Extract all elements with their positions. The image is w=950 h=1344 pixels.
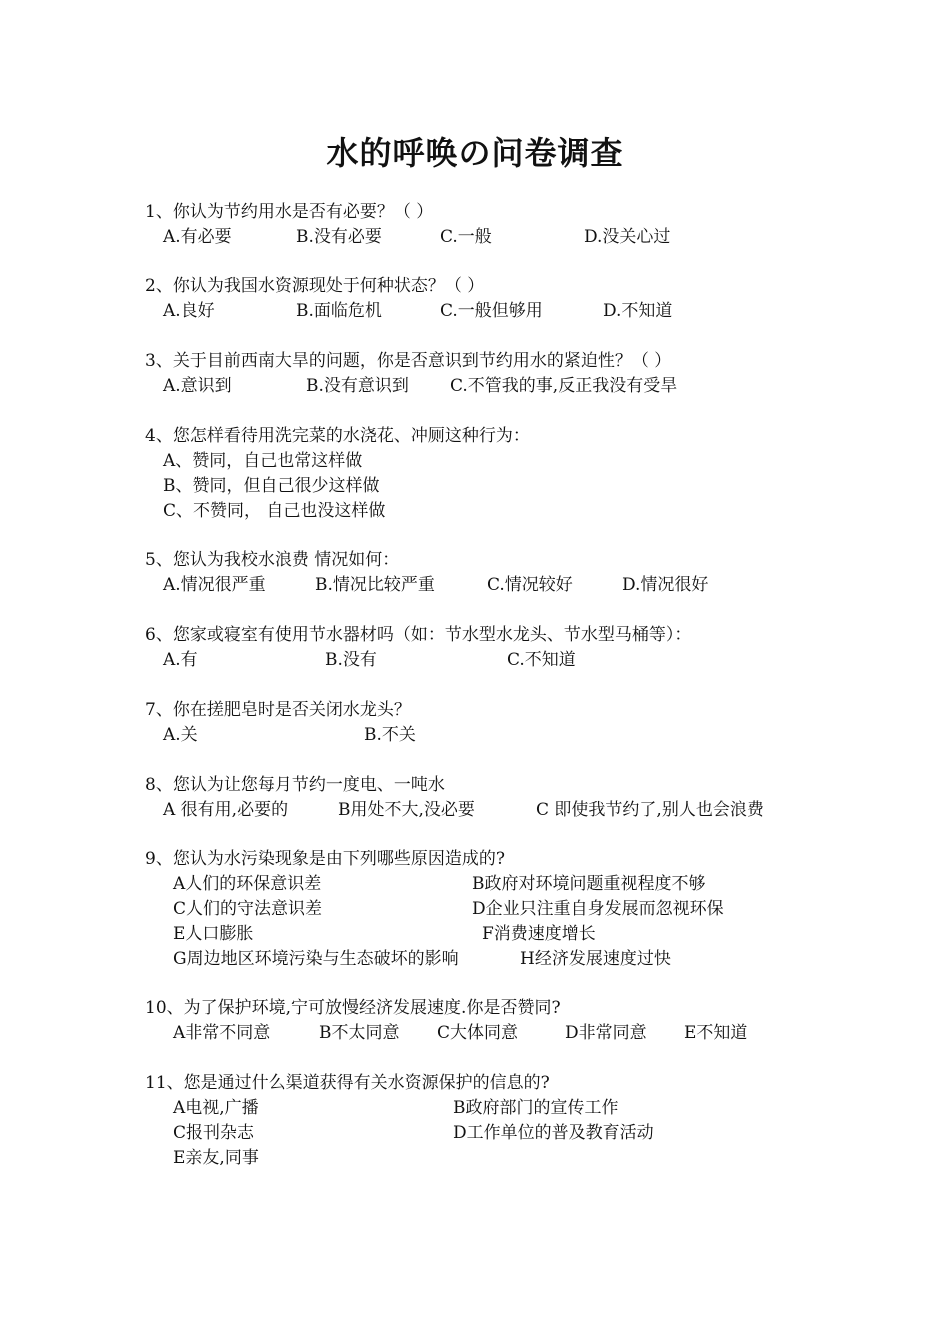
question-text: 5、您认为我校水浪费 情况如何： [145,550,400,570]
option-c: C.一般但够用 [440,301,543,321]
question-text: 6、您家或寝室有使用节水器材吗（如：节水型水龙头、节水型马桶等）： [145,625,692,645]
option-d: D工作单位的普及教育活动 [453,1123,654,1143]
options-row [145,922,596,947]
option-b: B不太同意 [319,1023,400,1043]
options-row [145,474,530,499]
option-h: H经济发展速度过快 [520,949,671,969]
option-b: B.不关 [364,725,416,745]
option-c: C报刊杂志 [173,1123,255,1143]
option-a: A 很有用,必要的 [163,800,289,820]
question-text: 2、你认为我国水资源现处于何种状态？（ ） [145,276,485,296]
options-row [145,374,678,399]
option-d: D.不知道 [603,301,673,321]
question-1 [145,200,671,250]
options-row [145,1121,654,1146]
option-d: D.没关心过 [584,227,671,247]
question-2 [145,274,673,324]
question-8 [145,773,764,823]
option-c: C.一般 [440,227,492,247]
question-text: 11、您是通过什么渠道获得有关水资源保护的信息的? [145,1073,550,1093]
options-row [145,1096,619,1121]
option-a: A.良好 [163,301,215,321]
option-a: A人们的环保意识差 [173,874,322,894]
option-b: B.没有 [325,650,377,670]
option-a: A、赞同，自己也常这样做 [163,451,363,471]
question-text: 10、为了保护环境,宁可放慢经济发展速度.你是否赞同? [145,998,561,1018]
options-row [145,798,764,823]
question-11 [145,1071,654,1171]
question-text: 1、你认为节约用水是否有必要？（ ） [145,202,434,222]
option-b: B.没有意识到 [306,376,409,396]
option-a: A非常不同意 [173,1023,271,1043]
page-title: 水的呼唤の问卷调查 [326,134,624,172]
option-b: B政府部门的宣传工作 [453,1098,619,1118]
option-e: E亲友,同事 [173,1148,259,1168]
option-c: C 即使我节约了,别人也会浪费 [536,800,764,820]
option-c: C.情况较好 [487,575,573,595]
question-9 [145,847,724,972]
option-b: B.情况比较严重 [315,575,435,595]
option-c: C.不管我的事,反正我没有受旱 [450,376,678,396]
option-a: A.意识到 [163,376,232,396]
option-a: A.有必要 [163,227,232,247]
option-a: A.关 [163,725,198,745]
question-text: 9、您认为水污染现象是由下列哪些原因造成的? [145,849,505,869]
options-row [145,573,709,598]
option-c: C.不知道 [507,650,576,670]
option-c: C大体同意 [437,1023,519,1043]
options-row [145,449,530,474]
options-row [145,499,530,524]
option-a: A.有 [163,650,198,670]
options-row [145,1146,550,1171]
option-f: F消费速度增长 [482,924,596,944]
options-row [145,1021,748,1046]
options-row [145,648,691,673]
options-row [145,299,673,324]
option-b: B.面临危机 [296,301,382,321]
question-text: 3、关于目前西南大旱的问题，你是否意识到节约用水的紧迫性？（ ） [145,351,672,371]
option-d: D非常同意 [565,1023,647,1043]
question-6 [145,623,691,673]
question-text: 8、您认为让您每月节约一度电、一吨水 [145,775,445,795]
options-row [145,723,416,748]
question-5 [145,548,709,598]
question-text: 4、您怎样看待用洗完菜的水浇花、冲厕这种行为： [145,426,530,446]
question-7 [145,698,416,748]
option-b: B、赞同，但自己很少这样做 [163,476,380,496]
option-d: D.情况很好 [622,575,709,595]
options-row [145,897,724,922]
option-a: A.情况很严重 [163,575,266,595]
option-b: B用处不大,没必要 [338,800,475,820]
question-3 [145,349,678,399]
option-e: E不知道 [684,1023,748,1043]
option-b: B政府对环境问题重视程度不够 [472,874,706,894]
options-row [145,947,671,972]
question-4 [145,424,530,524]
question-text: 7、你在搓肥皂时是否关闭水龙头？ [145,700,411,720]
options-row [145,872,706,897]
option-a: A电视,广播 [173,1098,259,1118]
option-g: G周边地区环境污染与生态破坏的影响 [173,949,459,969]
option-b: B.没有必要 [296,227,382,247]
option-c: C、不赞同， 自己也没这样做 [163,501,386,521]
option-d: D企业只注重自身发展而忽视环保 [472,899,724,919]
options-row [145,225,671,250]
question-10 [145,996,748,1046]
option-c: C人们的守法意识差 [173,899,323,919]
option-e: E人口膨胀 [173,924,254,944]
